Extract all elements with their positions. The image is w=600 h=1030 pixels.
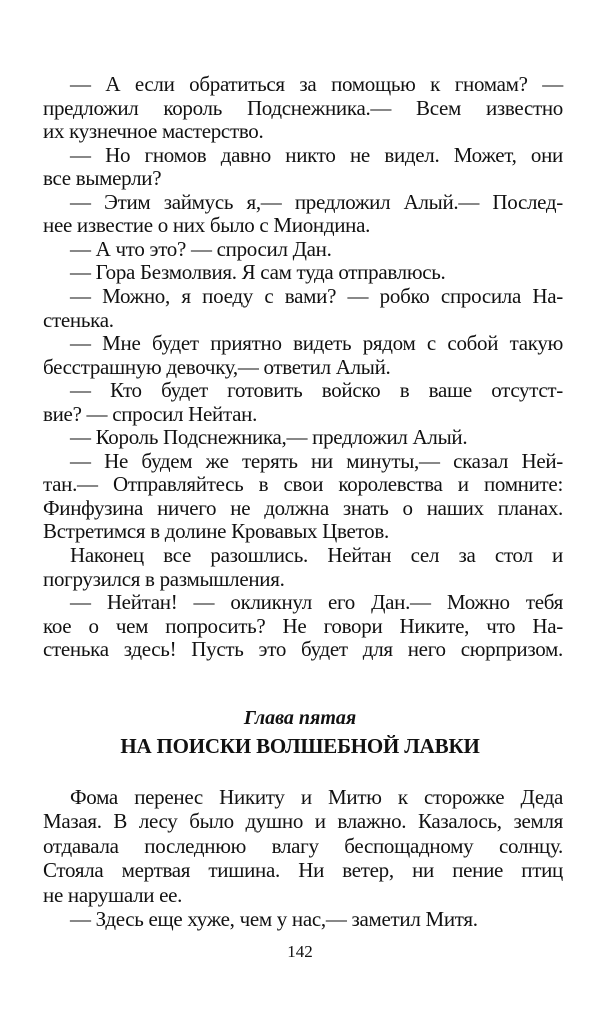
text-line: предложил король Подснежника.— Всем известно (43, 95, 563, 120)
text-line: Встретимся в долине Кровавых Цветов. (43, 519, 389, 544)
text-line: стенька. (43, 307, 114, 332)
text-line: — Можно, я поеду с вами? — робко спросила На- (70, 283, 563, 308)
chapter-number: Глава пятая (243, 707, 357, 729)
text-line: тан.— Отправляйтесь в свои королевства и помните: (43, 472, 563, 497)
text-line: вие? — спросил Нейтан. (43, 401, 258, 426)
text-line: Финфузина ничего не должна знать о наших планах. (43, 495, 563, 520)
text-line: нее известие о них было с Миондина. (43, 213, 371, 238)
text-line: — А если обратиться за помощью к гномам? — (70, 72, 563, 96)
text-line: Стояла мертвая тишина. Ни ветер, ни пение птиц (43, 858, 563, 883)
text-line: стенька здесь! Пусть это будет для него сюрпризом. (43, 637, 563, 662)
text-line: — Нейтан! — окликнул его Дан.— Можно тебя (70, 590, 563, 615)
text-line: — Гора Безмолвия. Я сам туда отправлюсь. (70, 260, 446, 285)
text-line: не нарушали ее. (43, 882, 183, 907)
text-line: — А что это? — спросил Дан. (70, 236, 332, 261)
text-line: кое о чем попросить? Не говори Никите, что На- (43, 613, 563, 638)
chapter-title: НА ПОИСКИ ВОЛШЕБНОЙ ЛАВКИ (120, 734, 480, 758)
text-line: погрузился в размышления. (43, 566, 285, 591)
text-line: Фома перенес Никиту и Митю к сторожке Деда (70, 785, 563, 809)
text-line: Наконец все разошлись. Нейтан сел за стол и (70, 543, 563, 567)
text-line: — Кто будет готовить войско в ваше отсутст- (70, 378, 563, 403)
text-line: — Мне будет приятно видеть рядом с собой такую (70, 331, 563, 356)
text-line: — Этим займусь я,— предложил Алый.— Послед- (70, 189, 563, 214)
text-line: — Но гномов давно никто не видел. Может, они (70, 142, 563, 167)
text-line: — Здесь еще хуже, чем у нас,— заметил Митя. (70, 907, 478, 931)
text-line: все вымерли? (43, 166, 162, 191)
page-number: 142 (287, 942, 313, 961)
text-line: Мазая. В лесу было душно и влажно. Казалось, земля (43, 809, 563, 834)
text-line: — Король Подснежника,— предложил Алый. (70, 425, 468, 450)
text-line: — Не будем же терять ни минуты,— сказал Ней- (70, 448, 563, 473)
text-line: отдавала последнюю влагу беспощадному солнцу. (43, 833, 563, 858)
text-line: их кузнечное мастерство. (43, 119, 264, 144)
text-line: бесстрашную девочку,— ответил Алый. (43, 354, 391, 379)
